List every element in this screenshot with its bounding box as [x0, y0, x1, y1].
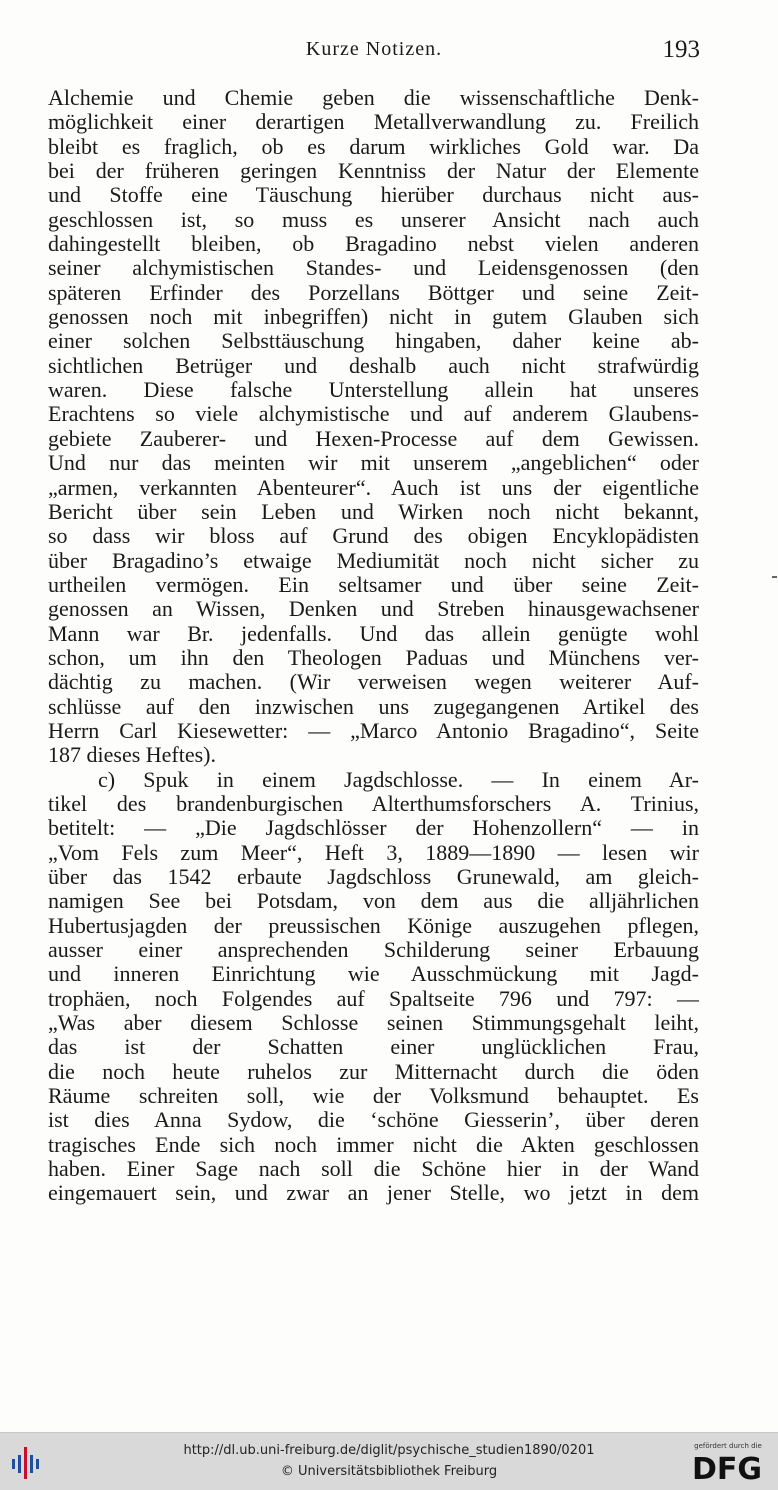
viewer-footer	[0, 1432, 778, 1490]
text-line: urtheilen vermögen. Ein seltsamer und über seine Zeit-	[48, 572, 699, 597]
text-line: Und nur das meinten wir mit unserem „angeblichen“ oder	[48, 451, 699, 476]
text-line: haben. Einer Sage nach soll die Schöne hier in der Wand	[48, 1157, 699, 1182]
text-line: genossen noch mit inbegriffen) nicht in gutem Glauben sich	[48, 305, 699, 330]
text-line: so dass wir bloss auf Grund des obigen Encyklopädisten	[48, 524, 699, 549]
text-line: ist dies Anna Sydow, die ‘schöne Giesserin’, über deren	[48, 1108, 699, 1133]
text-line: möglichkeit einer derartigen Metallverwandlung zu. Freilich	[48, 110, 699, 135]
text-line: die noch heute ruhelos zur Mitternacht durch die öden	[48, 1059, 699, 1084]
text-line: Mann war Br. jedenfalls. Und das allein genügte wohl	[48, 621, 699, 646]
dfg-logo-icon	[688, 1452, 766, 1482]
text-line: namigen See bei Potsdam, von dem aus die alljährlichen	[48, 889, 699, 914]
text-line: genossen an Wissen, Denken und Streben hinausgewachsener	[48, 597, 699, 622]
text-line: Alchemie und Chemie geben die wissenschaftliche Denk-	[48, 86, 699, 110]
text-line: seiner alchymistischen Standes- und Leidensgenossen (den	[48, 256, 699, 281]
text-line: tragisches Ende sich noch immer nicht die Akten geschlossen	[48, 1132, 699, 1157]
text-line: ausser einer ansprechenden Schilderung seiner Erbauung	[48, 938, 699, 963]
text-line: schlüsse auf den inzwischen uns zugegangenen Artikel des	[48, 694, 699, 719]
dfg-logo-text: DFG	[691, 1452, 763, 1482]
text-line: Räume schreiten soll, wie der Volksmund behauptet. Es	[48, 1084, 699, 1109]
text-line: einer solchen Selbsttäuschung hingaben, daher keine ab-	[48, 329, 699, 354]
text-line: bleibt es fraglich, ob es darum wirkliches Gold war. Da	[48, 134, 699, 159]
sponsor-caption: gefördert durch die	[694, 1442, 762, 1450]
text-line: „Vom Fels zum Meer“, Heft 3, 1889—1890 — lesen wir	[48, 840, 699, 865]
text-line: Erachtens so viele alchymistische und auf anderem Glaubens-	[48, 402, 699, 427]
text-line: Herrn Carl Kiesewetter: — „Marco Antonio Bragadino“, Seite	[48, 718, 699, 743]
text-line: „Was aber diesem Schlosse seinen Stimmungsgehalt leiht,	[48, 1011, 699, 1036]
body-text	[48, 86, 699, 1206]
source-url-link[interactable]: http://dl.ub.uni-freiburg.de/diglit/psychische_studien1890/0201	[183, 1443, 595, 1458]
text-line: und Stoffe eine Täuschung hierüber durchaus nicht aus-	[48, 183, 699, 208]
text-line: sichtlichen Betrüger und deshalb auch nicht strafwürdig	[48, 353, 699, 378]
text-line: Hubertusjagden der preussischen Könige auszugehen pflegen,	[48, 913, 699, 938]
text-line: schon, um ihn den Theologen Paduas und Münchens ver-	[48, 645, 699, 670]
text-line: geschlossen ist, so muss es unserer Ansicht nach auch	[48, 207, 699, 232]
text-line: betitelt: — „Die Jagdschlösser der Hohenzollern“ — in	[48, 816, 699, 841]
copyright-notice: © Universitätsbibliothek Freiburg	[280, 1464, 498, 1479]
text-line: trophäen, noch Folgendes auf Spaltseite 796 und 797: —	[48, 986, 699, 1011]
text-line: über Bragadino’s etwaige Mediumität noch nicht sicher zu	[48, 548, 699, 573]
text-line: tikel des brandenburgischen Alterthumsforschers A. Trinius,	[48, 791, 699, 816]
running-head-title: Kurze Notizen.	[305, 38, 443, 60]
margin-mark	[772, 576, 777, 578]
text-line: waren. Diese falsche Unterstellung allein hat unseres	[48, 378, 699, 403]
text-line: gebiete Zauberer- und Hexen-Processe auf dem Gewissen.	[48, 426, 699, 451]
page-number: 193	[662, 36, 700, 63]
text-line: „armen, verkannten Abenteurer“. Auch ist uns der eigentliche	[48, 475, 699, 500]
text-line: und inneren Einrichtung wie Ausschmückung mit Jagd-	[48, 962, 699, 987]
text-line: das ist der Schatten einer unglücklichen Frau,	[48, 1035, 699, 1060]
text-line: bei der früheren geringen Kenntniss der Natur der Elemente	[48, 159, 699, 184]
section-heading-line: c) Spuk in einem Jagdschlosse. — In einem Ar-	[98, 767, 699, 792]
running-head	[48, 30, 700, 70]
text-line: eingemauert sein, und zwar an jener Stelle, wo jetzt in dem	[48, 1181, 699, 1206]
text-line: dahingestellt bleiben, ob Bragadino nebst vielen anderen	[48, 232, 699, 257]
text-line: späteren Erfinder des Porzellans Böttger und seine Zeit-	[48, 280, 699, 305]
text-line: dächtig zu machen. (Wir verweisen wegen weiterer Auf-	[48, 670, 699, 695]
text-line: 187 dieses Heftes).	[48, 743, 217, 768]
text-line: Bericht über sein Leben und Wirken noch nicht bekannt,	[48, 499, 699, 524]
text-line: über das 1542 erbaute Jagdschloss Grunewald, am gleich-	[48, 865, 699, 889]
